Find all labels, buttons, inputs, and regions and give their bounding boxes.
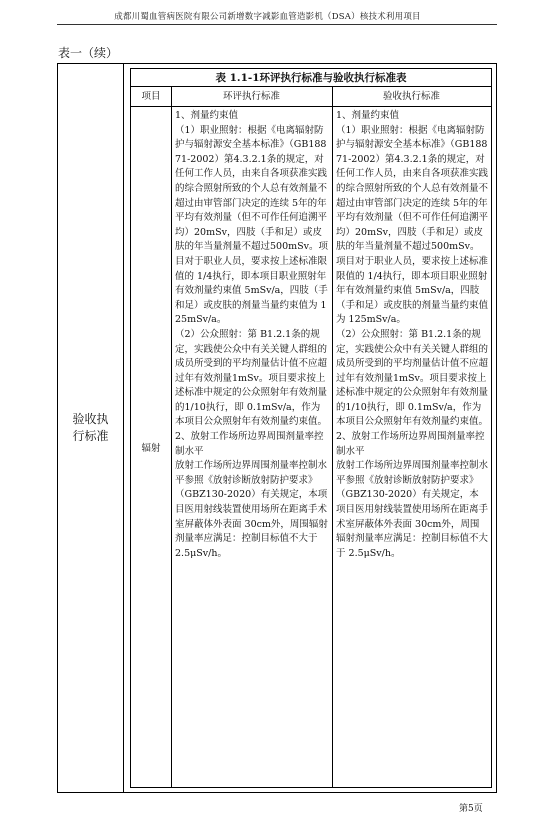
column-header-eia: 环评执行标准 (171, 87, 332, 107)
eia-standard-text: 1、剂量约束值 （1）职业照射：根据《电离辐射防护与辐射源安全基本标准》（GB18871-2002）第4.3.2.1条的规定，对任何工作人员，由来自各项获准实践的综合照射所致的个人总有效剂量不超过由审管部门决定的连续 5年的年平均有效剂量（但不可作任何追溯平均）20mSv，四肢（手和足）或皮肤的年当量剂量不超过500mSv。项目对于职业人员，要求按上述标准限值的 1/4执行，即本项目职业照射年有效剂量约束值 5mSv/a，四肢（手和足）或皮肤的剂量当量约束值为 125mSv/a。 （2）公众照射：第 B1.2.1条的规定，实践使公众中有关关键人群组的成员所受到的平均剂量估计值不应超过年有效剂量1mSv。项目要求按上述标准中规定的公众照射年有效剂量的1/10执行，即 0.1mSv/a，作为本项目公众照射年有效剂量约束值。 2、放射工作场所边界周围剂量率控制水平 放射工作场所边界周围剂量率控制水平参照《放射诊断放射防护要求》（GBZ130-2020）有关规定，本项目医用射线装置使用场所在距离手术室屏蔽体外表面 30cm外，周围辐射剂量率应满足：控制目标值不大于 2.5μSv/h。 (175, 110, 329, 559)
page-number: 第5页 (459, 804, 483, 814)
table-title: 表 1.1-1环评执行标准与验收执行标准表 (131, 69, 491, 87)
acceptance-standard-label-cell (58, 64, 124, 792)
standards-inner-table (130, 68, 492, 788)
acceptance-standard-label: 验收执行标准 (72, 412, 109, 443)
section-title: 表一（续） (58, 46, 119, 60)
header-rule (57, 24, 497, 25)
document-header: 成都川蜀血管病医院有限公司新增数字减影血管造影机（DSA）核技术利用项目 (114, 12, 421, 22)
column-header-acceptance: 验收执行标准 (332, 87, 491, 107)
standards-outer-table (57, 63, 497, 793)
acceptance-standard-text: 1、剂量约束值 （1）职业照射：根据《电离辐射防护与辐射源安全基本标准》（GB18871-2002）第4.3.2.1条的规定，对任何工作人员，由来自各项获准实践的综合照射所致的个人总有效剂量不超过由审管部门决定的连续 5年的年平均有效剂量（但不可作任何追溯平均）20mSv，四肢（手和足）或皮肤的年当量剂量不超过500mSv。项目对于职业人员，要求按上述标准限值的 1/4执行，即本项目职业照射年有效剂量约束值 5mSv/a，四肢（手和足）或皮肤的剂量当量约束值为 125mSv/a。 （2）公众照射：第 B1.2.1条的规定，实践使公众中有关关键人群组的成员所受到的平均剂量估计值不应超过年有效剂量1mSv。项目要求按上述标准中规定的公众照射年有效剂量的1/10执行，即 0.1mSv/a，作为本项目公众照射年有效剂量约束值。 2、放射工作场所边界周围剂量率控制水平 放射工作场所边界周围剂量率控制水平参照《放射诊断放射防护要求》（GBZ130-2020）有关规定，本项目医用射线装置使用场所在距离手术室屏蔽体外表面 30cm外，周围辐射剂量率应满足：控制目标值不大于 2.5μSv/h。 (336, 110, 489, 559)
row-item-radiation: 辐射 (141, 443, 161, 454)
column-header-item: 项目 (131, 87, 171, 107)
